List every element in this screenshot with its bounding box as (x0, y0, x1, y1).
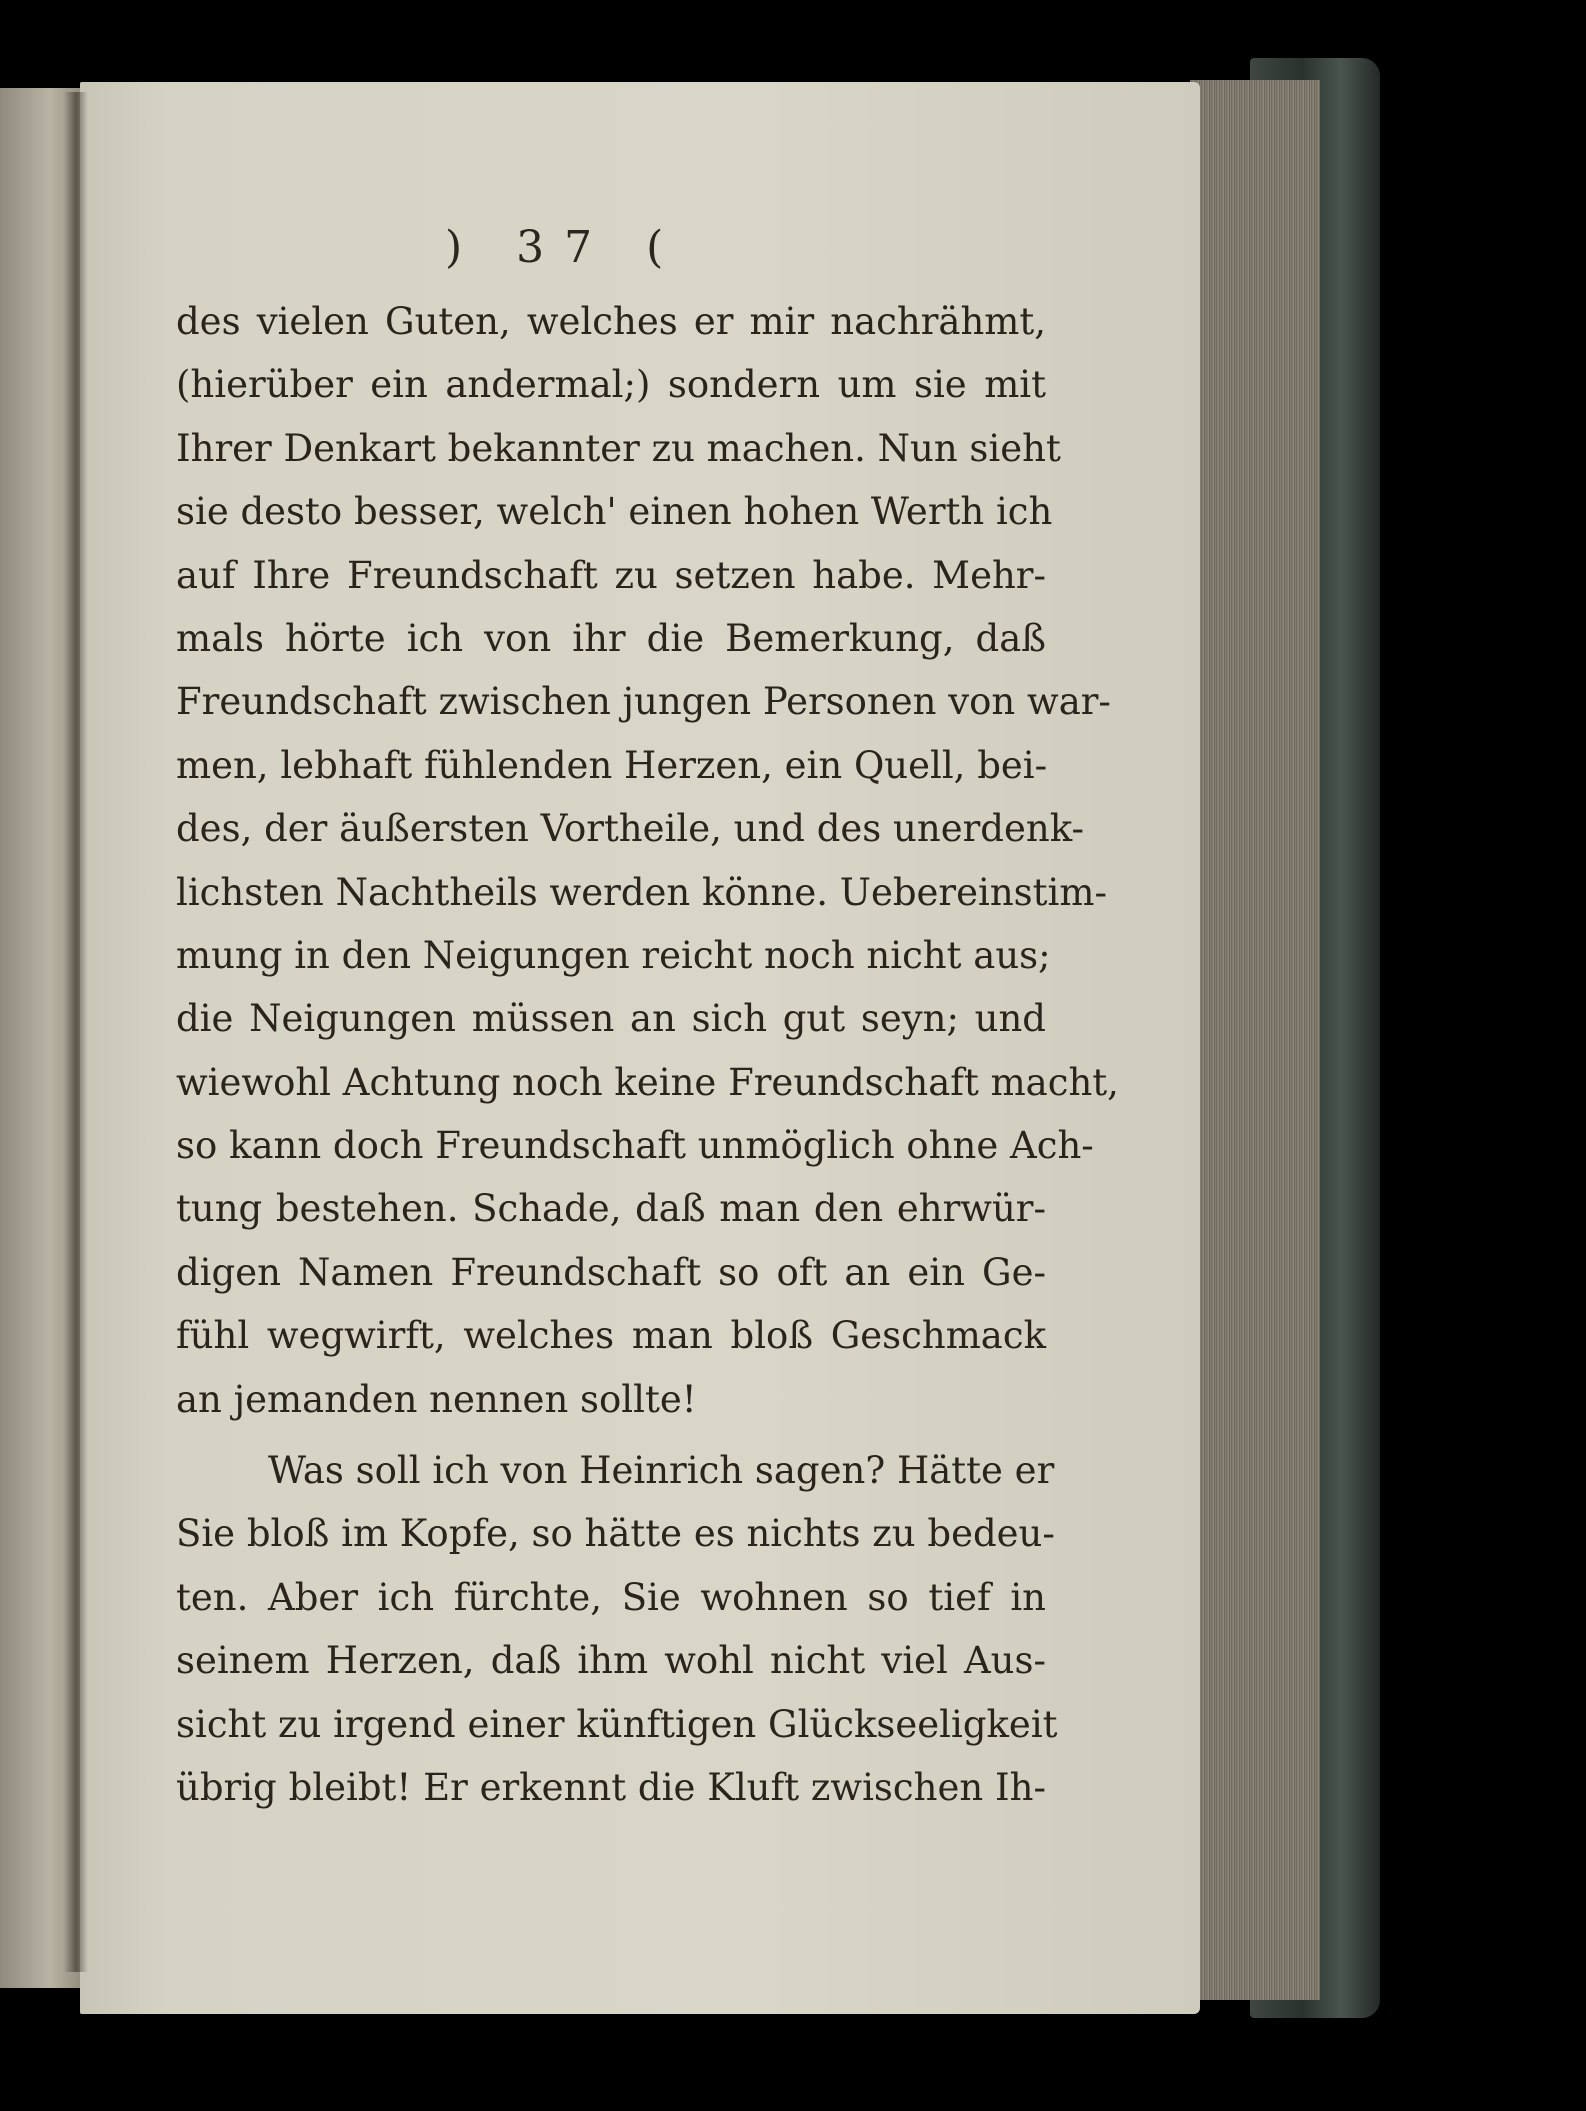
book-gutter-shadow (64, 92, 88, 1972)
text-line: Sie bloß im Kopfe, so hätte es nichts zu bedeu- (176, 1512, 1055, 1556)
text-line: übrig bleibt! Er erkennt die Kluft zwischen Ih- (176, 1765, 1046, 1809)
text-line: wiewohl Achtung noch keine Freundschaft macht, (176, 1060, 1119, 1104)
paragraph-start-line: Was soll ich von Heinrich sagen? Hätte er (268, 1449, 1055, 1493)
text-line: mung in den Neigungen reicht noch nicht aus; (176, 933, 1051, 977)
text-line: die Neigungen müssen an sich gut seyn; und (176, 997, 1046, 1041)
text-line: ten. Aber ich fürchte, Sie wohnen so tief in (176, 1575, 1046, 1619)
text-line: des, der äußersten Vortheile, und des unerdenk- (176, 807, 1084, 851)
paragraph-end-line: an jemanden nennen sollte! (176, 1377, 697, 1421)
text-line: des vielen Guten, welches er mir nachrähmt, (176, 300, 1046, 343)
page-block-edges (1190, 80, 1320, 2000)
text-line: tung bestehen. Schade, daß man den ehrwür- (176, 1187, 1046, 1231)
text-line: sicht zu irgend einer künftigen Glückseeligkeit (176, 1702, 1058, 1746)
page-number: ) 37 ( (445, 222, 684, 273)
text-line: auf Ihre Freundschaft zu setzen habe. Mehr- (176, 553, 1046, 597)
text-line: so kann doch Freundschaft unmöglich ohne Ach- (176, 1124, 1094, 1168)
text-line: Ihrer Denkart bekannter zu machen. Nun sieht (176, 426, 1061, 470)
text-line: lichsten Nachtheils werden könne. Uebereinstim- (176, 870, 1107, 914)
text-line: seinem Herzen, daß ihm wohl nicht viel Aus- (176, 1639, 1046, 1683)
text-line: (hierüber ein andermal;) sondern um sie mit (176, 363, 1046, 407)
text-line: digen Namen Freundschaft so oft an ein Ge- (176, 1250, 1046, 1294)
text-line: men, lebhaft fühlenden Herzen, ein Quell, bei- (176, 743, 1048, 787)
page-text (176, 290, 1119, 1819)
text-line: fühl wegwirft, welches man bloß Geschmack (176, 1314, 1046, 1358)
text-line: sie desto besser, welch' einen hohen Werth ich (176, 490, 1053, 534)
text-line: mals hörte ich von ihr die Bemerkung, daß (176, 616, 1046, 660)
text-line: Freundschaft zwischen jungen Personen von war- (176, 680, 1111, 724)
